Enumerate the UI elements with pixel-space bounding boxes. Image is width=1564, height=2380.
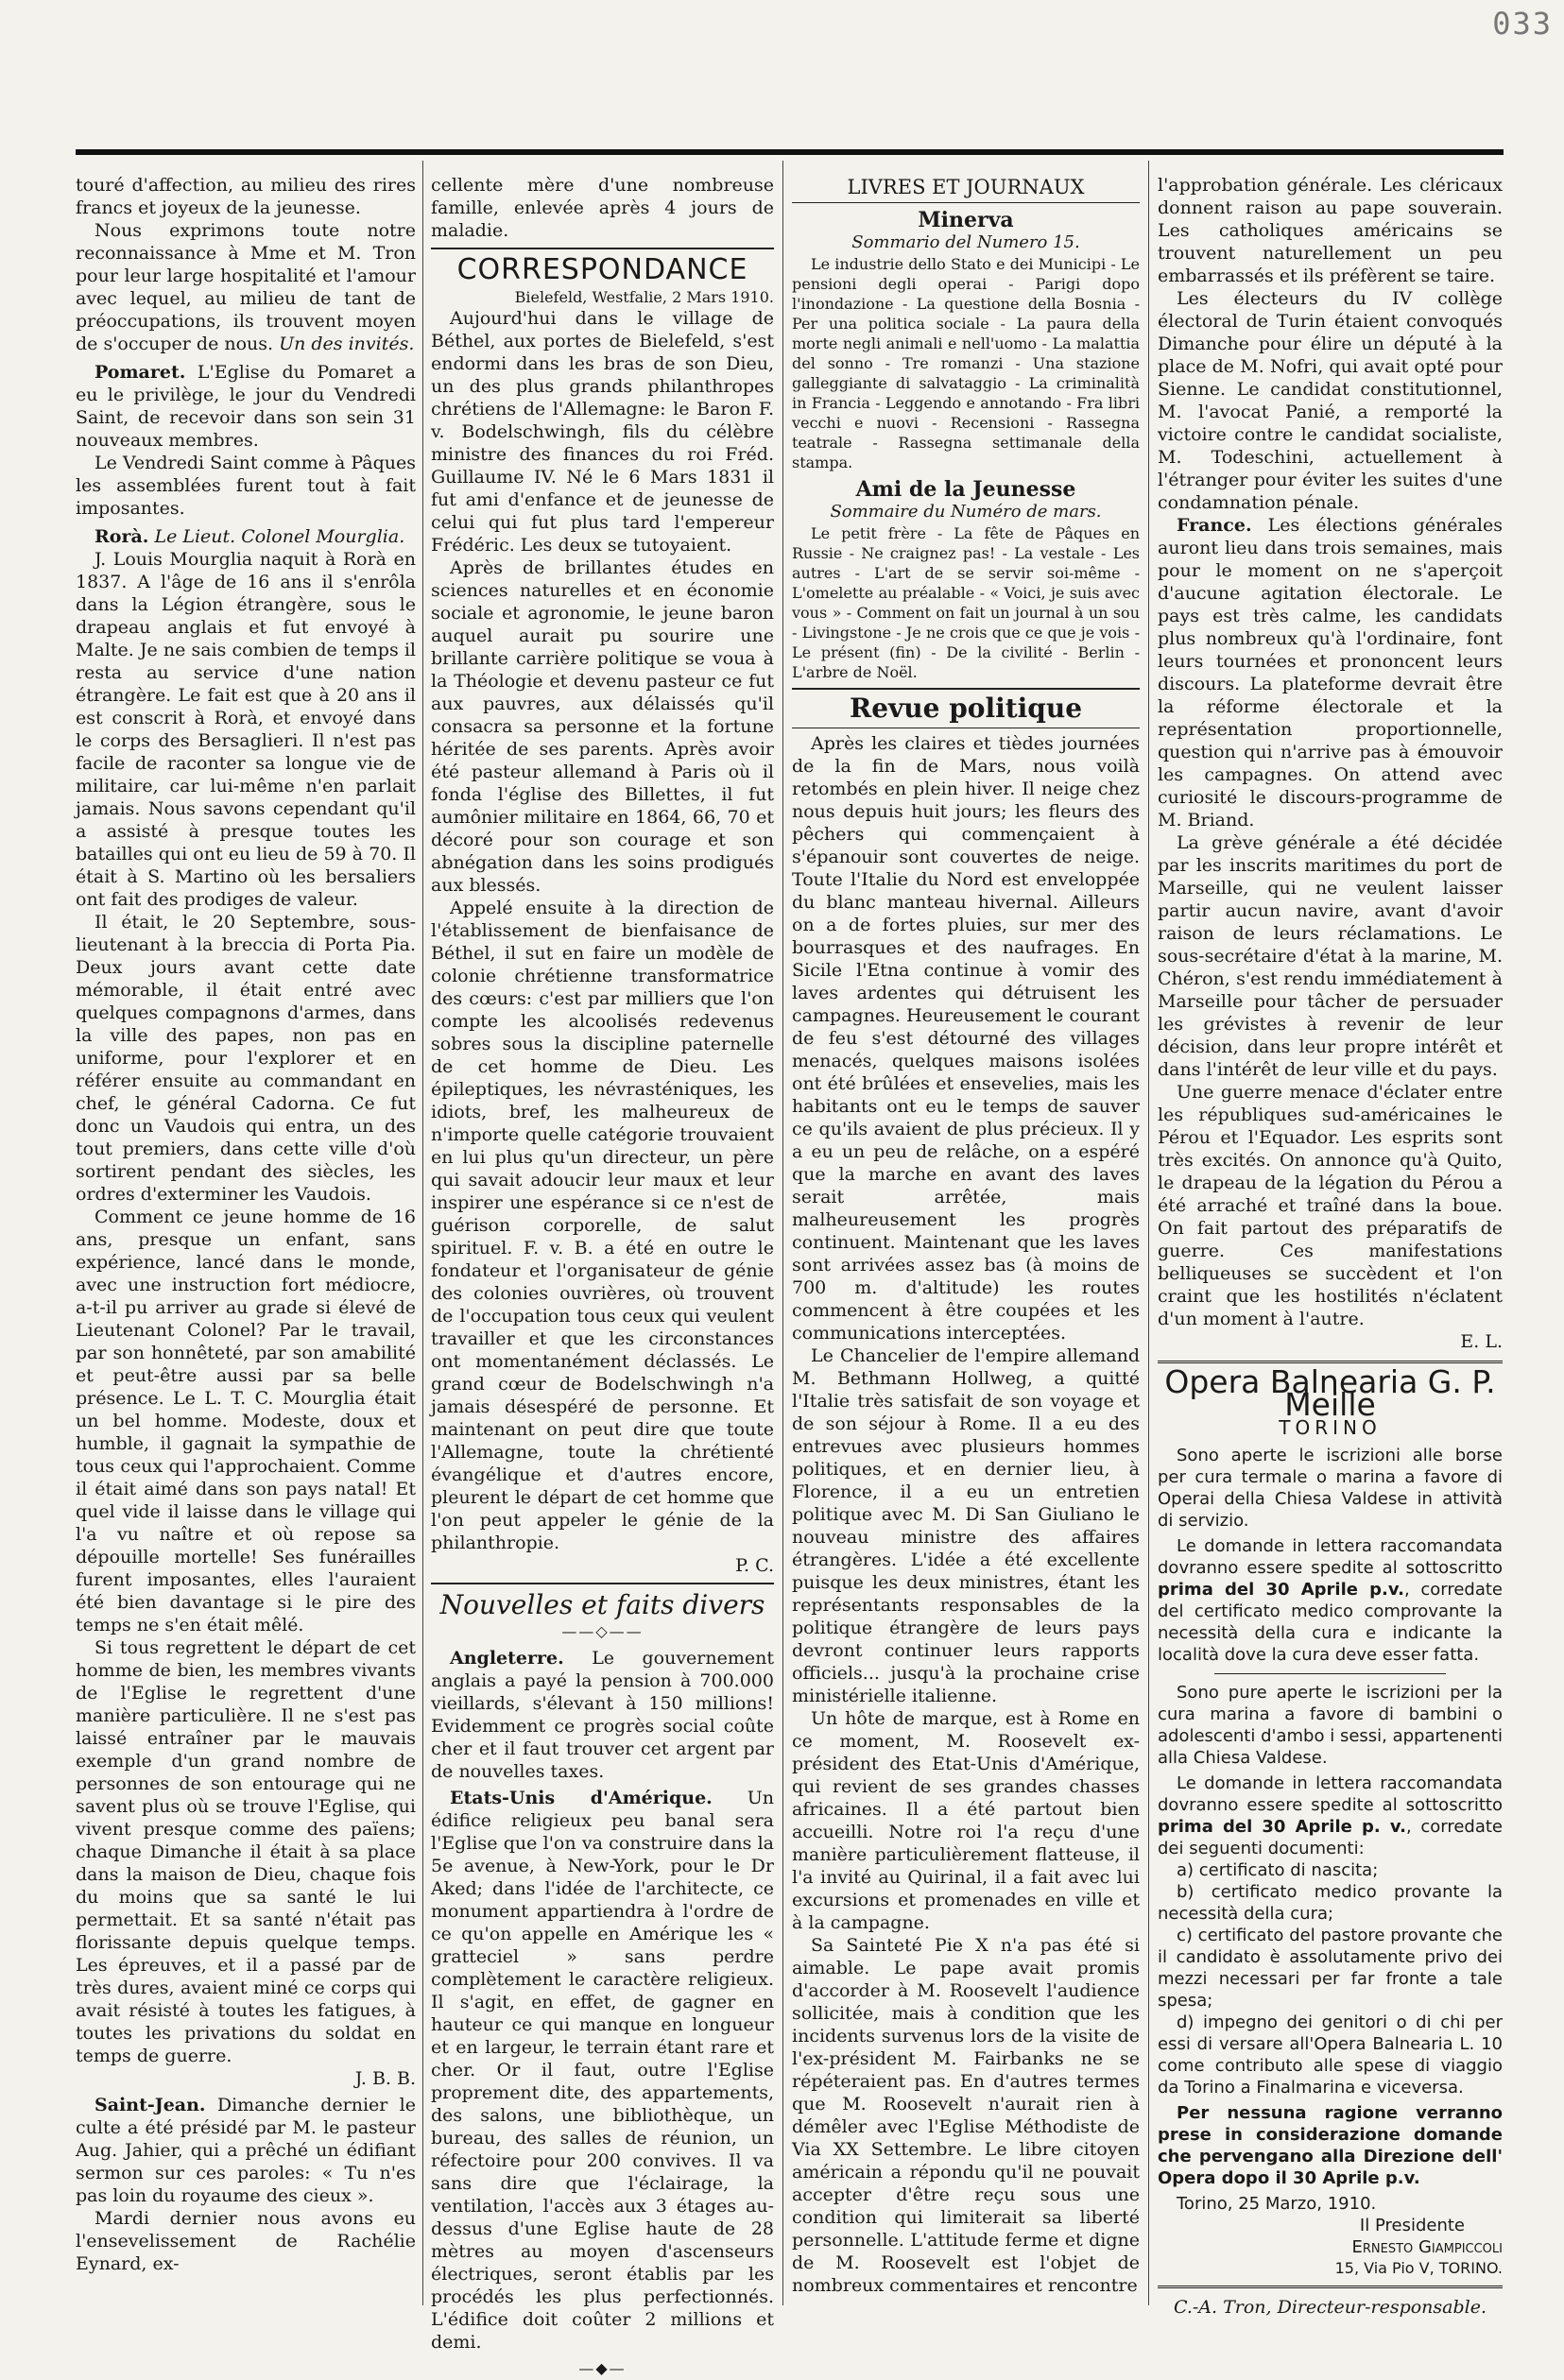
section-title: Nouvelles et faits divers (439, 1589, 765, 1620)
paragraph: Pomaret. L'Eglise du Pomaret a eu le privilège, le jour du Vendredi Saint, de recevoir dans son sein 31 nouveaux membres. (76, 362, 416, 451)
paragraph: l'approbation générale. Les cléricaux donnent raison au pape souverain. Les catholiques américains se trouvent naturellement un peu embarrassés et ils préfèrent se taire. (1158, 175, 1503, 286)
paragraph: Le Vendredi Saint comme à Pâques les assemblées furent tout à fait imposantes. (76, 453, 416, 519)
paragraph: Sono pure aperte le iscrizioni per la cura marina a favore di bambini o adolescenti d'ambo i sessi, appartenenti alla Chiesa Valdese. (1158, 1683, 1503, 1768)
column-divider (782, 161, 783, 2305)
paragraph: Sa Sainteté Pie X n'a pas été si aimable. Le pape avait promis d'accorder à M. Roosevelt l'audience sollicitée, mais à condition que les incidents survenus lors de la visite de l'ex-président M. Fairbanks ne se répéteraient pas. En d'autres termes que M. Roosevelt n'aurait rien à démêler avec l'Eglise Méthodiste de Via XX Settembre. Le libre citoyen américain a répondu qu'il ne pouvait accepter d'être reçu sous une condition qui limiterait sa liberté personnelle. L'attitude ferme et digne de M. Roosevelt est l'objet de nombreux commentaires et rencontre (792, 1935, 1140, 2296)
list-item: a) certificato di nascita; (1177, 1860, 1379, 1880)
signature: E. L. (1460, 1331, 1503, 1352)
divider (431, 248, 774, 249)
paragraph: Appelé ensuite à la direction de l'établissement de bienfaisance de Béthel, il sut en faire un modèle de colonie chrétienne transformatrice des cœurs: c'est par milliers que l'on compte les alcoolisés redevenus sobres sous la discipline paternelle de cet homme de Dieu. Les épileptiques, les névrasténiques, les idiots, bref, les malheureux de n'importe quelle catégorie trouvaient en lui plus qu'un directeur, un père qui savait adoucir leur maux et leur inspirer une espérance si ce n'est de guérison corporelle, de salut spirituel. F. v. B. a été en outre le fondateur et l'organisateur de génie des colonies ouvrières, où trouvent de l'occupation tous ceux qui veulent travailler et que les circonstances ont momentanément déclassés. Le grand cœur de Bodelschwingh n'a jamais désespéré de personne. Et maintenant on peut dire que toute l'Allemagne, toute la chrétienté évangélique et d'autres encore, pleurent le départ de cet homme que l'on peut appeler le génie de la philanthropie. (431, 898, 774, 1553)
paragraph: La grève générale a été décidée par les inscrits maritimes du port de Marseille, qui ne veulent laisser partir aucun navire, avant d'avoir raison de leurs réclamations. Le sous-secrétaire d'état à la marine, M. Chéron, s'est rendu immédiatement à Marseille pour tâcher de persuader les grévistes à revenir de leur décision, dans leur propre intérêt et dans l'intérêt de leur ville et du pays. (1158, 832, 1503, 1080)
paragraph: cellente mère d'une nombreuse famille, enlevée après 4 jours de maladie. (431, 175, 774, 241)
paragraph: Le petit frère - La fête de Pâques en Russie - Ne craignez pas! - La vestale - Les autres - L'art de se servir soi-même - L'omelette au préalable - « Voici, je suis avec vous » - Comment on fait un journal à un sou - Livingstone - Je ne crois que ce que je vois - Le présent (fin) - De la civilité - Berlin - L'arbre de Noël. (792, 524, 1140, 681)
section-subhead: Le Lieut. Colonel Mourglia. (154, 526, 405, 547)
paragraph: Il était, le 20 Septembre, sous-lieutenant à la breccia di Porta Pia. Deux jours avant cette date mémorable, il était entré avec quelques compagnons d'armes, dans la ville des papes, non pas en uniforme, pour l'explorer et en référer ensuite au commandant en chef, le général Cadorna. Ce fut donc un Vaudois qui entra, un des tout premiers, dans cette ville d'où sortirent pendant des siècles, les ordres d'exterminer les Vaudois. (76, 912, 416, 1205)
advert-city: TORINO (1279, 1416, 1382, 1439)
paragraph: Mardi dernier nous avons eu l'ensevelissement de Rachélie Eynard, ex- (76, 2208, 416, 2274)
magazine-subtitle: Sommaire du Numéro de mars. (830, 502, 1102, 522)
dateline: Torino, 25 Marzo, 1910. (1177, 2194, 1377, 2214)
paragraph: touré d'affection, au milieu des rires francs et joyeux de la jeunesse. (76, 175, 416, 218)
paragraph: Le domande in lettera raccomandata dovranno essere spedite al sottoscritto prima del 30 Aprile p.v., corredate del certificato medico comprovante la necessità della cura e indicante la località dove la cura deve esser fatta. (1158, 1536, 1503, 1665)
divider (1214, 1673, 1446, 1674)
paragraph: Si tous regrettent le départ de cet homme de bien, les membres vivants de l'Eglise le regrettent d'une manière particulière. Il ne s'est pas laissé entraîner par le mauvais exemple d'un grand nombre de personnes de son entourage qui ne savent plus où se trouve l'Eglise, qui vivent presque comme des païens; chaque Dimanche il était à sa place dans la maison de Dieu, chaque fois du moins que sa santé le lui permettait. Et sa santé n'était pas florissante depuis quelque temps. Les épreuves, et il a passé par de très dures, avaient miné ce corps qui avait résisté à toutes les fatigues, à toutes les privations du soldat en temps de guerre. (76, 1637, 416, 2066)
divider (1158, 2286, 1503, 2288)
list-item: b) certificato medico provante la necessità della cura; (1158, 1882, 1503, 1924)
section-head: France. (1177, 515, 1252, 536)
ornament-divider: —◆— (578, 2359, 627, 2377)
section-head: Saint-Jean. (95, 2095, 206, 2115)
signature-name: Ernesto Giampiccoli (1351, 2237, 1503, 2257)
magazine-title: Ami de la Jeunesse (855, 477, 1076, 502)
top-rule (76, 149, 1504, 155)
paragraph: Après les claires et tièdes journées de la fin de Mars, nous voilà retombés en plein hiver. Il neige chez nous depuis huit jours; les fleurs des pêchers qui commençaient à s'épanouir sont couvertes de neige. Toute l'Italie du Nord est enveloppée du blanc manteau hivernal. Ailleurs on a de fortes pluies, sur mer des bourrasques et des naufrages. En Sicile l'Etna continue à vomir des laves ardentes qui détruisent les campagnes. Heureusement le courant de feu s'est détourné des villages menacés, quelques maisons isolées ont été brûlées et ensevelies, mais les habitants ont eu le temps de sauver ce qu'ils avaient de plus précieux. Il y a eu un peu de relâche, on a espéré que la marche en avant des laves serait arrêtée, mais malheureusement les progrès continuent. Maintenant que les laves sont arrivées assez bas (à moins de 700 m. d'altitude) les routes commencent à être coupées et les communications interceptées. (792, 733, 1140, 1344)
section-head: Rorà. (95, 526, 149, 547)
section-title: LIVRES ET JOURNAUX (847, 176, 1085, 198)
list-item: d) impegno dei genitori o di chi per essi di versare all'Opera Balnearia L. 10 come contributo alle spese di viaggio da Torino a Finalmarina e viceversa. (1158, 2012, 1503, 2097)
address: 15, Via Pio V, TORINO. (1334, 2259, 1503, 2277)
paragraph: Per nessuna ragione verranno prese in considerazione domande che pervengano alla Direzione dell' Opera dopo il 30 Aprile p.v. (1158, 2103, 1503, 2188)
paragraph: Le industrie dello Stato e dei Municipi - Le pensioni degli operai - Parigi dopo l'inondazione - La questione della Bosnia - Per una politica sociale - La paura della morte negli animali e nell'uomo - La malattia del sonno - Tre romanzi - Una stazione galleggiante di salvataggio - La criminalità in Francia - Leggendo e annotando - Fra libri vecchi e nuovi - Recensioni - Rassegna teatrale - Rassegna settimanale della stampa. (792, 255, 1140, 471)
section-head: Pomaret. (95, 362, 186, 383)
column-divider (422, 161, 423, 2305)
divider (792, 202, 1140, 203)
magazine-subtitle: Sommario del Numero 15. (851, 232, 1080, 252)
section-title: CORRESPONDANCE (456, 253, 748, 286)
paragraph: Un hôte de marque, est à Rome en ce moment, M. Roosevelt ex-président des Etat-Unis d'Amérique, qui revient de ses grandes chasses africaines. Il a été partout bien accueilli. Notre roi l'a reçu d'une manière particulièrement flatteuse, il l'a invité au Quirinal, il a fait avec lui excursions et promenades en ville et à la campagne. (792, 1708, 1140, 1933)
paragraph (76, 525, 416, 548)
paragraph: Etats-Unis d'Amérique. Un édifice religieux peu banal sera l'Eglise que l'on va construire dans la 5e avenue, à New-York, pour le Dr Aked; dans l'idée de l'architecte, ce monument appartiendra à l'ordre de ce qu'on appelle en Amérique les « gratteciel » sans perdre complètement le caractère religieux. Il s'agit, en effet, de gagner en hauteur ce qui manque en longueur et en largeur, le terrain étant rare et cher. Or il faut, outre l'Eglise proprement dite, des appartements, des salons, une bibliothèque, un bureau, des salles de réunion, un réfectoire pour 200 convives. Il va sans dire que l'éclairage, la ventilation, l'accès aux 3 étages au-dessus d'une Eglise haute de 28 mètres au moyen d'ascenseurs électriques, seront établis par les procédés les plus perfectionnés. L'édifice doit coûter 2 millions et demi. (431, 1788, 774, 2353)
signature: Un des invités. (279, 334, 415, 354)
advert-title: Opera Balnearia G. P. Meille (1164, 1363, 1496, 1423)
section-head: Etats-Unis d'Amérique. (450, 1788, 713, 1808)
column-1 (76, 174, 416, 2309)
paragraph: Le domande in lettera raccomandata dovranno essere spedite al sottoscritto prima del 30 Aprile p. v., corredate dei seguenti documenti: (1158, 1773, 1503, 1858)
paragraph: Sono aperte le iscrizioni alle borse per cura termale o marina a favore di Operai della Chiesa Valdese in attività di servizio. (1158, 1446, 1503, 1531)
page-number: 033 (1492, 6, 1553, 42)
divider (431, 1583, 774, 1584)
section-title: Revue politique (849, 693, 1083, 724)
column-2 (431, 174, 774, 2377)
signature: P. C. (735, 1555, 774, 1576)
column-3 (792, 174, 1140, 2309)
dateline: Bielefeld, Westfalie, 2 Mars 1910. (514, 288, 774, 306)
paragraph: Comment ce jeune homme de 16 ans, presque un enfant, sans expérience, lancé dans le monde, avec une instruction fort médiocre, a-t-il pu arriver au grade si élevé de Lieutenant Colonel? Par le travail, par son honnêteté, par son amabilité et peut-être aussi par sa belle présence. Le L. T. C. Mourglia était un bel homme. Modeste, doux et humble, il gagnait la sympathie de tous ceux qui l'approchaient. Comme il était aimé dans son pays natal! Et quel vide il laisse dans le village qui l'a vu naître et où repose sa dépouille mortelle! Ses funérailles furent imposantes, elles l'auraient été bien davantage si le pire des temps ne s'en était mêlé. (76, 1207, 416, 1635)
section-head: Angleterre. (450, 1648, 564, 1669)
paragraph: J. Louis Mourglia naquit à Rorà en 1837. A l'âge de 16 ans il s'enrôla dans la Légion étrangère, sous le drapeau anglais et fut envoyé à Malte. Je ne sais combien de temps il resta au service d'une nation étrangère. Le fait est que à 20 ans il est conscrit à Rorà, et envoyé dans le corps des Bersaglieri. Il n'est pas facile de raconter sa longue vie de militaire, car lui-même n'en parlait jamais. Nous savons cependant qu'il a assisté à presque toutes les batailles qui ont eu lieu de 59 à 70. Il était à S. Martino où les bersaliers ont fait des prodiges de valeur. (76, 549, 416, 910)
column-4 (1158, 174, 1504, 2318)
magazine-title: Minerva (918, 208, 1014, 232)
paragraph: Le Chancelier de l'empire allemand M. Bethmann Hollweg, a quitté l'Italie très satisfait de son voyage et de son séjour à Rome. Il a eu des entrevues avec plusieurs hommes politiques, et en dernier lieu, à Florence, il a eu un entretien politique avec M. Di San Giuliano le nouveau ministre des affaires étrangères. L'idée a été excellente puisque les deux ministres, étant les représentants responsables de la politique étrangère de leurs pays devront continuer leurs rapports officiels... jusqu'à la prochaine crise ministérielle italienne. (792, 1345, 1140, 1706)
advert-body (1158, 1445, 1503, 2278)
paragraph: Aujourd'hui dans le village de Béthel, aux portes de Bielefeld, s'est endormi dans les bras de son Dieu, un des plus grands philanthropes chrétiens de l'Allemagne: le Baron F. v. Bodelschwingh, fils du célèbre ministre des finances du roi Fréd. Guillaume IV. Né le 6 Mars 1831 il fut ami d'enfance et de jeunesse de celui qui fut plus tard l'empereur Frédéric. Les deux se tutoyaient. (431, 308, 774, 556)
paragraph: Une guerre menace d'éclater entre les républiques sud-américaines le Pérou et l'Equador. Les esprits sont très excités. On annonce qu'à Quito, le drapeau de la légation du Pérou a été arraché et traîné dans la boue. On fait partout des préparatifs de guerre. Ces manifestations belliqueuses se succèdent et l'on craint que les hostilités n'éclatent d'un moment à l'autre. (1158, 1082, 1503, 1329)
paragraph: Angleterre. Le gouvernement anglais a payé la pension à 700.000 vieillards, s'élevant à 150 millions! Evidemment ce progrès social coûte cher et il faut trouver cet argent par de nouvelles taxes. (431, 1648, 774, 1782)
list-item: c) certificato del pastore provante che il candidato è assolutamente privo dei mezzi necessari per far fronte a tale spesa; (1158, 1926, 1503, 2011)
paragraph: France. Les élections générales auront lieu dans trois semaines, mais pour le moment on ne s'aperçoit d'aucune agitation électorale. Le pays est très calme, les candidats plus nombreux qu'à l'ordinaire, font leurs tournées et prononcent leurs discours. La plateforme devrait être la réforme électorale et la représentation proportionnelle, question qui n'arrive pas à émouvoir les campagnes. On attend avec curiosité le discours-programme de M. Briand. (1158, 515, 1504, 830)
paragraph: Après de brillantes études en sciences naturelles et en économie sociale et agronomie, le jeune baron auquel aurait pu sourire une brillante carrière politique se voua à la Théologie et devenu pasteur ce fut aux pauvres, aux délaissés qu'il consacra sa personne et la fortune héritée de ses parents. Après avoir été pasteur allemand à Paris où il fonda l'église des Billettes, il fut aumônier militaire en 1864, 66, 70 et décoré pour son courage et son abnégation dans les soins prodigués aux blessés. (431, 557, 774, 896)
paragraph: Les électeurs du IV collège électoral de Turin étaient convoqués Dimanche pour élire un député à la place de M. Nofri, qui avait opté pour Sienne. Le candidat constitutionnel, M. l'avocat Panié, a remporté la victoire contre le candidat socialiste, M. Todeschini, actuellement à l'étranger pour éviter les suites d'une condamnation pénale. (1158, 288, 1503, 513)
signature: J. B. B. (354, 2068, 416, 2089)
divider (792, 688, 1140, 690)
paragraph: Nous exprimons toute notre reconnaissance à Mme et M. Tron pour leur large hospitalité et l'amour avec lequel, au milieu de tant de préoccupations, ils trouvent moyen de s'occuper de nous. Un des invités. (76, 220, 416, 354)
paragraph: Saint-Jean. Dimanche dernier le culte a été présidé par M. le pasteur Aug. Jahier, qui a prêché un édifiant sermon sur ces paroles: « Tu n'es pas loin du royaume des cieux ». (76, 2095, 416, 2206)
ornament-divider: ——◇—— (561, 1622, 644, 1640)
signature-title: Il Presidente (1359, 2216, 1465, 2235)
column-divider (1148, 161, 1149, 2305)
footer-credit: C.-A. Tron, Directeur-responsable. (1173, 2297, 1487, 2318)
